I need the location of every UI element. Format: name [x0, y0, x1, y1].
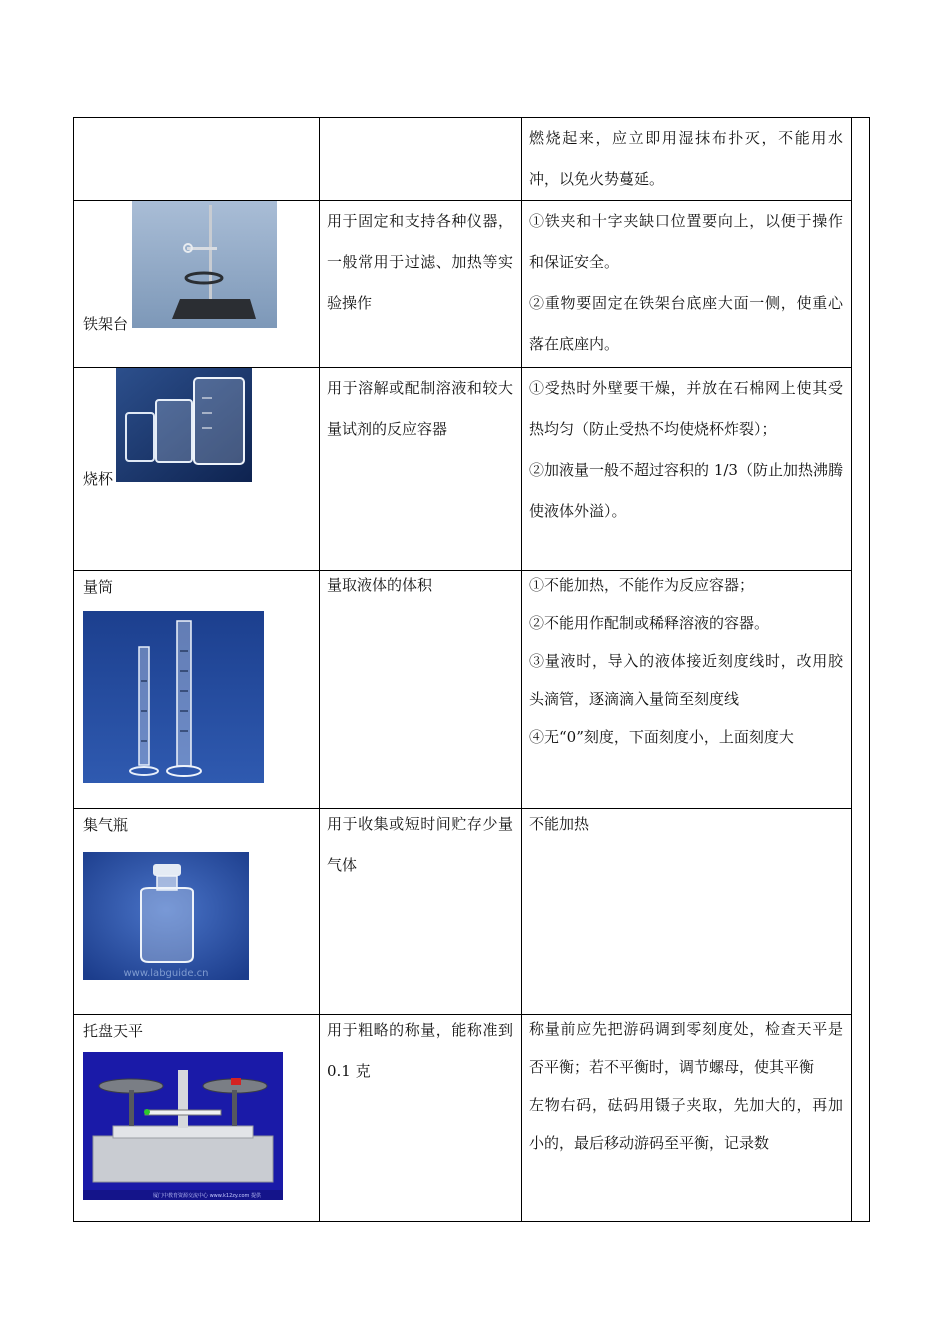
table-row	[74, 368, 870, 570]
instrument-name-cell	[74, 368, 319, 570]
note-text: 不能加热	[529, 815, 590, 833]
instrument-name-cell	[74, 1015, 319, 1221]
usage-text: 用于固定和支持各种仪器，一般常用于过滤、加热等实验操作	[327, 212, 513, 312]
gas-collecting-bottle-icon	[83, 852, 249, 980]
table-row	[74, 809, 870, 1014]
note-text: 称量前应先把游码调到零刻度处，检查天平是否平衡；若不平衡时，调节螺母，使其平衡	[529, 1020, 843, 1076]
table-row	[74, 201, 870, 367]
usage-text: 用于粗略的称量，能称准到 0.1 克	[327, 1021, 513, 1080]
notes-cell	[521, 118, 851, 200]
notes-cell	[521, 368, 851, 570]
usage-cell	[319, 571, 521, 808]
usage-text: 用于收集或短时间贮存少量气体	[327, 815, 513, 874]
note-text: 燃烧起来，应立即用湿抹布扑灭，不能用水冲，以免火势蔓延。	[529, 129, 843, 188]
notes-cell	[521, 201, 851, 367]
balance-scale-icon	[83, 1052, 283, 1200]
note-text: ④无“0”刻度，下面刻度小，上面刻度大	[529, 728, 794, 746]
usage-cell	[319, 118, 521, 200]
note-text: ①受热时外壁要干燥，并放在石棉网上使其受热均匀（防止受热不均使烧杯炸裂）；	[529, 379, 843, 438]
instrument-name-cell	[74, 809, 319, 1014]
usage-cell	[319, 201, 521, 367]
beaker-icon	[116, 368, 252, 482]
note-text: ②加液量一般不超过容积的 1/3（防止加热沸腾使液体外溢）。	[529, 461, 843, 520]
usage-cell	[319, 1015, 521, 1221]
notes-cell	[521, 571, 851, 808]
instrument-name: 烧杯	[83, 470, 114, 488]
note-text: ②重物要固定在铁架台底座大面一侧，使重心落在底座内。	[529, 294, 843, 353]
instrument-name: 量筒	[83, 578, 114, 596]
notes-cell	[521, 1015, 851, 1221]
note-text: ②不能用作配制或稀释溶液的容器。	[529, 614, 770, 632]
instrument-table	[73, 117, 870, 1222]
instrument-name-cell	[74, 201, 319, 367]
image-watermark: www.labguide.cn	[123, 968, 209, 979]
table-row	[74, 118, 870, 200]
note-text: ③量液时，导入的液体接近刻度线时，改用胶头滴管，逐滴滴入量筒至刻度线	[529, 652, 843, 708]
note-text: ①铁夹和十字夹缺口位置要向上，以便于操作和保证安全。	[529, 212, 843, 271]
note-text: 左物右码，砝码用镊子夹取，先加大的，再加小的，最后移动游码至平衡，记录数	[529, 1096, 843, 1152]
table-row	[74, 1015, 870, 1221]
iron-stand-icon	[132, 201, 277, 328]
usage-text: 用于溶解或配制溶液和较大量试剂的反应容器	[327, 379, 513, 438]
instrument-name-cell	[74, 118, 319, 200]
table-row	[74, 571, 870, 808]
instrument-name: 铁架台	[83, 315, 129, 333]
instrument-name: 托盘天平	[83, 1022, 144, 1040]
notes-cell	[521, 809, 851, 1014]
usage-cell	[319, 809, 521, 1014]
usage-cell	[319, 368, 521, 570]
usage-text: 量取液体的体积	[327, 576, 433, 594]
note-text: ①不能加热，不能作为反应容器；	[529, 576, 755, 594]
graduated-cylinder-icon	[83, 611, 264, 783]
image-caption: 厦门中教育资源交流中心 www.k12zy.com 提供	[153, 1193, 261, 1199]
instrument-name: 集气瓶	[83, 816, 129, 834]
instrument-name-cell	[74, 571, 319, 808]
